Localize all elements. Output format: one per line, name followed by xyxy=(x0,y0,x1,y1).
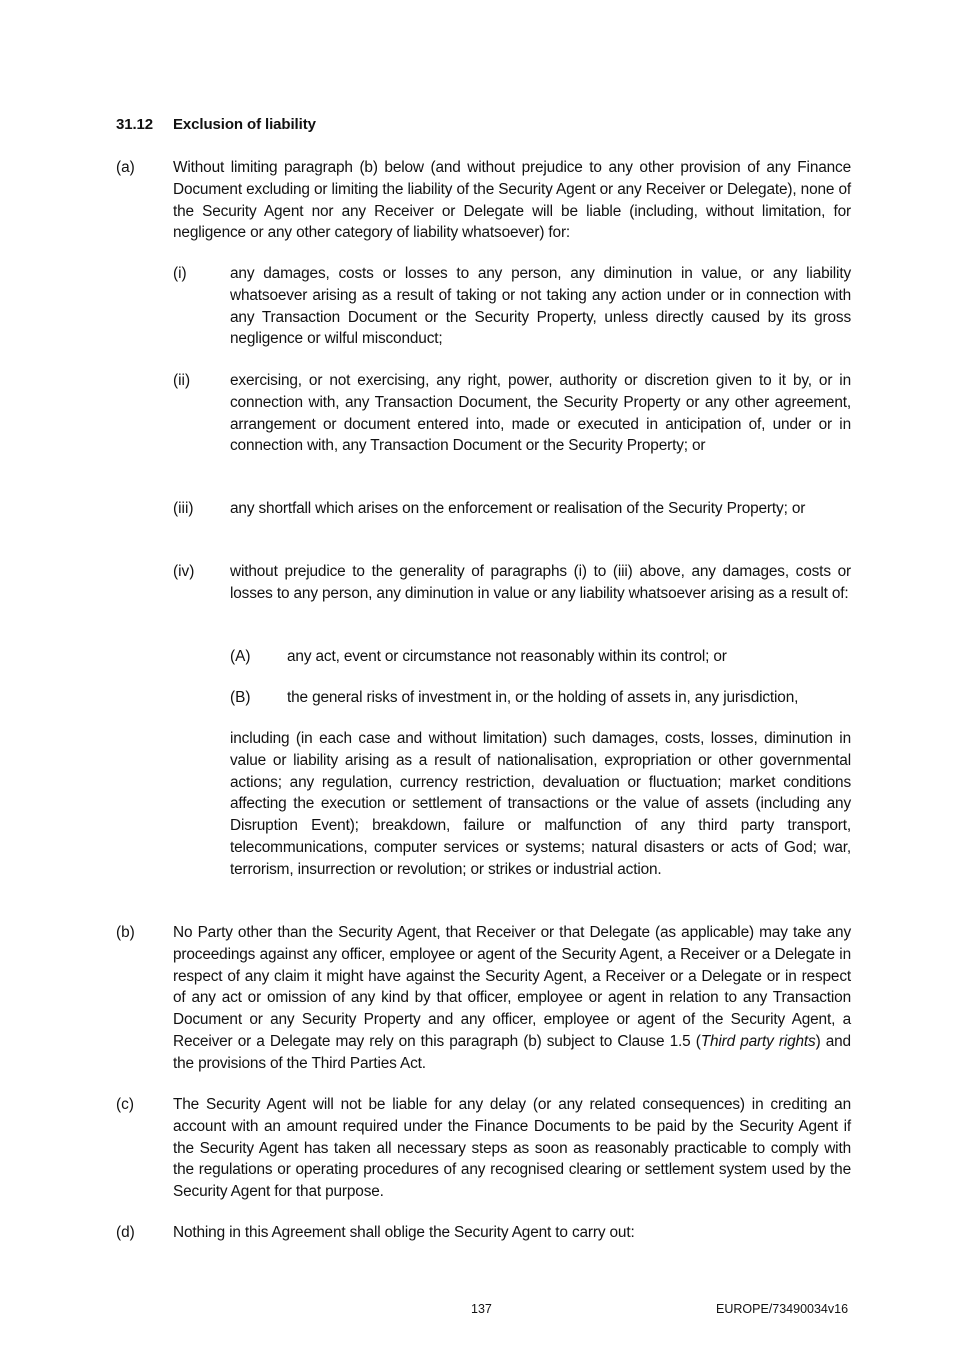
paragraph-a-label: (a) xyxy=(116,159,135,176)
clause-number: 31.12 xyxy=(116,116,154,133)
item-ii-label: (ii) xyxy=(173,372,191,389)
paragraph-b-text xyxy=(173,922,851,1075)
item-iv-label: (iv) xyxy=(173,563,195,580)
paragraph-d-text: Nothing in this Agreement shall oblige the Security Agent to carry out: xyxy=(173,1224,635,1241)
item-iii-text: any shortfall which arises on the enforcement or realisation of the Security Property; or xyxy=(230,500,806,517)
paragraph-c-label: (c) xyxy=(116,1096,134,1113)
clause-heading xyxy=(116,116,316,133)
including-text: including (in each case and without limitation) such damages, costs, losses, diminution in value or liability arising as a result of nationalisation, expropriation or other governmental actions; any regulation, currency restriction, devaluation or fluctuation; market conditions affecting the execution or settlement of transactions or the value of assets (including any Disruption Event); breakdown, failure or malfunction of any third party transport, telecommunications, computer services or systems; natural disasters or acts of God; war, terrorism, insurrection or revolution; or strikes or industrial action. xyxy=(230,730,851,878)
paragraph-b-text-before: No Party other than the Security Agent, that Receiver or that Delegate (as applicable) may take any proceedings against any officer, employee or agent of the Security Agent, a Receiver or a Delegate in respect of any claim it might have against the Security Agent, a Receiver or a Delegate or in respect of any act or omission of any kind by that officer, employee or agent in relation to any Transaction Document or any Security Property and any officer, employee or agent of the Security Agent, a Receiver or a Delegate may rely on this paragraph (b) subject to Clause 1.5 ( xyxy=(173,924,851,1050)
paragraph-b-label: (b) xyxy=(116,924,135,941)
paragraph-a-text: Without limiting paragraph (b) below (and without prejudice to any other provision of any Finance Document excluding or limiting the liability of the Security Agent or any Receiver or Delegate), none of the Security Agent nor any Receiver or Delegate will be liable (including, without limitation, for negligence or any other category of liability whatsoever) for: xyxy=(173,159,851,242)
document-reference: EUROPE/73490034v16 xyxy=(716,1302,849,1316)
paragraph-b-text-after: ) and the provisions of the Third Parties Act. xyxy=(173,1032,851,1072)
paragraph-d-label: (d) xyxy=(116,1224,135,1241)
item-iv-text: without prejudice to the generality of paragraphs (i) to (iii) above, any damages, costs or losses to any person, any diminution in value or any liability whatsoever arising as a result of: xyxy=(230,563,851,602)
page-number: 137 xyxy=(471,1302,492,1316)
third-party-rights-reference: Third party rights xyxy=(700,1032,816,1050)
item-ii-text: exercising, or not exercising, any right, power, authority or discretion given to it by, or in connection with, any Transaction Document, the Security Property or any other agreement, arrangement or document entered into, made or executed in anticipation of, under or in connection with, any Transaction Document or the Security Property; or xyxy=(230,372,851,455)
item-iii-label: (iii) xyxy=(173,500,194,517)
sub-item-b-label: (B) xyxy=(230,689,251,706)
clause-title: Exclusion of liability xyxy=(173,116,316,133)
item-i-label: (i) xyxy=(173,265,187,282)
sub-item-a-label: (A) xyxy=(230,648,251,665)
item-i-text: any damages, costs or losses to any person, any diminution in value, or any liability whatsoever arising as a result of taking or not taking any action under or in connection with any Transaction Document or the Security Property, unless directly caused by its gross negligence or wilful misconduct; xyxy=(230,265,851,348)
sub-item-a-text: any act, event or circumstance not reasonably within its control; or xyxy=(287,648,727,665)
sub-item-b-text: the general risks of investment in, or the holding of assets in, any jurisdiction, xyxy=(287,689,799,706)
paragraph-c-text: The Security Agent will not be liable for any delay (or any related consequences) in crediting an account with an amount required under the Finance Documents to be paid by the Security Agent if the Security Agent has taken all necessary steps as soon as reasonably practicable to comply with the regulations or operating procedures of any recognised clearing or settlement system used by the Security Agent for that purpose. xyxy=(173,1096,851,1201)
